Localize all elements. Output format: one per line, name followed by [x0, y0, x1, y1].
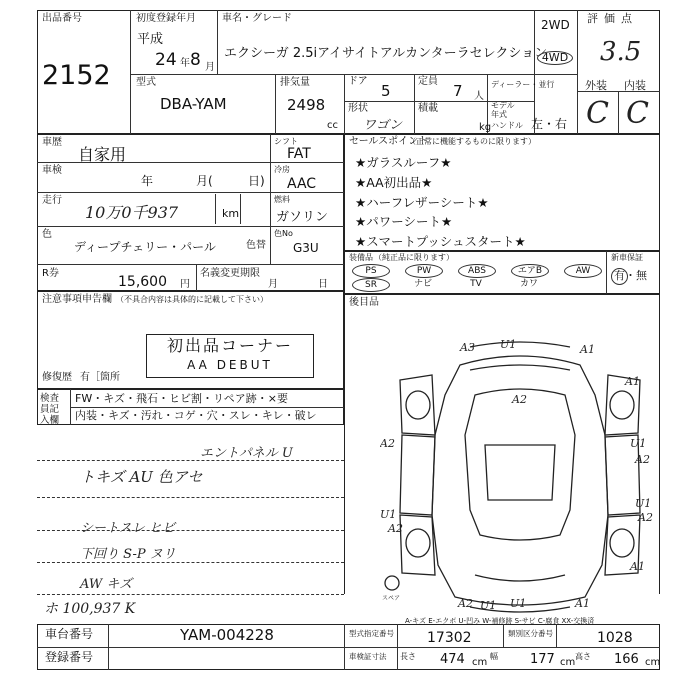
fuel-value: ガソリン: [276, 210, 329, 225]
warranty-circle-mark: [611, 268, 628, 285]
chassis-value: YAM-004228: [180, 626, 274, 644]
sales-point-item: ★スマートプッシュスタート★: [355, 234, 526, 249]
damage-mark: A2: [458, 597, 473, 610]
load-unit: kg: [479, 122, 492, 133]
color-value: ディープチェリー・パール: [74, 240, 216, 254]
mileage-value: 10万0千937: [85, 203, 179, 222]
sales-points-note: （正常に機能するものに限ります）: [408, 137, 536, 146]
shift-value: FAT: [287, 146, 311, 162]
shift-label: シフト: [274, 137, 298, 146]
damage-mark: A1: [575, 597, 590, 610]
history-label: 車歴: [42, 137, 62, 148]
width-unit: cm: [560, 657, 576, 668]
seats-label: 定員: [418, 76, 438, 87]
type-label: 型式: [136, 77, 156, 88]
damage-mark: U1: [630, 437, 647, 450]
damage-mark: U1: [480, 599, 497, 612]
equipment-leather: カワ: [519, 279, 538, 289]
seats-value: 7: [453, 82, 463, 100]
dimensions-label: 車検証寸法: [349, 652, 387, 661]
inspector-row-interior: 内装・キズ・汚れ・コゲ・穴・スレ・キレ・破レ: [75, 409, 317, 422]
sales-point-item: ★ハーフレザーシート★: [355, 195, 489, 210]
inspector-label: 検査員記入欄: [40, 393, 60, 426]
length-label: 長さ: [400, 652, 416, 661]
mileage-unit: km: [222, 207, 240, 220]
ext-value: C: [586, 96, 609, 131]
recycle-unit: 円: [180, 279, 190, 290]
damage-mark: A2: [638, 511, 653, 524]
lot-label: 出品番号: [42, 13, 82, 24]
debut-stamp: [146, 334, 314, 378]
damage-mark: U1: [500, 338, 517, 351]
doors-label: ドア: [348, 76, 368, 87]
colorno-label: 色No: [274, 229, 293, 238]
repair-history-label: 修復歴: [42, 372, 72, 383]
class-value: 1028: [597, 630, 633, 646]
width-label: 幅: [490, 652, 498, 661]
name-change-month: 月: [268, 279, 278, 290]
color-label: 色: [42, 229, 52, 240]
car-damage-diagram: [380, 335, 660, 620]
lot-number: 2152: [42, 60, 111, 91]
repair-history-value: 有［箇所: [80, 372, 120, 383]
handwritten-note: 下回り S-P ヌリ: [80, 547, 176, 562]
recycle-value: 15,600: [118, 274, 167, 290]
equipment-tv: TV: [470, 279, 482, 289]
handle-value: 左・右: [531, 117, 568, 131]
int-value: C: [626, 96, 649, 131]
disp-unit: cc: [327, 120, 338, 131]
handwritten-note: AW キズ: [80, 577, 133, 592]
damage-mark: U1: [380, 508, 397, 521]
equipment-aw: AW: [564, 264, 602, 278]
equipment-note: （純正品に限ります）: [374, 253, 454, 262]
height-unit: cm: [645, 657, 661, 668]
rear-seat-label: 後目品: [349, 297, 379, 308]
doors-value: 5: [381, 82, 391, 100]
damage-mark: U1: [635, 497, 652, 510]
ac-label: 冷房: [274, 165, 290, 174]
ext-label: 外装: [585, 79, 607, 92]
drive-2wd: 2WD: [541, 18, 570, 32]
equipment-pw: PW: [405, 264, 443, 278]
recycle-label: R券: [42, 268, 59, 279]
reg-number-label: 登録番号: [45, 650, 94, 664]
damage-mark: A2: [635, 453, 650, 466]
damage-mark: A1: [580, 343, 595, 356]
height-label: 高さ: [575, 652, 591, 661]
class-label: 類別区分番号: [508, 629, 553, 638]
equipment-ps: PS: [352, 264, 390, 278]
sales-point-item: ★AA初出品★: [355, 175, 433, 190]
sales-points-label: セールスポイント: [349, 136, 429, 147]
disp-value: 2498: [287, 96, 326, 114]
handwritten-note: ホ 100,937 K: [44, 601, 136, 617]
handwritten-note: トキズ AU 色アセ: [80, 468, 203, 486]
spare-label: スペア: [382, 595, 401, 602]
length-unit: cm: [472, 657, 488, 668]
type-num-label: 型式指定番号: [349, 629, 394, 638]
equipment-abs: ABS: [458, 264, 496, 278]
damage-mark: A3: [460, 341, 475, 354]
new-car-warranty-value: 有・無: [614, 269, 647, 282]
handle-label: ハンドル: [491, 121, 523, 130]
reg-label: 初度登録年月: [136, 13, 196, 24]
damage-mark: U1: [510, 597, 527, 610]
reg-year-unit: 年: [180, 58, 190, 69]
equipment-navi: ナビ: [413, 279, 432, 289]
reg-month-unit: 月: [205, 62, 215, 73]
type-num-value: 17302: [427, 630, 472, 646]
chassis-label: 車台番号: [45, 627, 94, 641]
length-value: 474: [440, 652, 465, 667]
shape-label: 形状: [348, 103, 368, 114]
shape-value: ワゴン: [363, 118, 403, 133]
handwritten-note: シートスレ ヒビ: [80, 521, 176, 536]
colorno-value: G3U: [293, 241, 319, 255]
notes-note: （不具合内容は具体的に記載して下さい）: [116, 295, 268, 304]
reg-era: 平成: [137, 32, 164, 47]
sales-point-item: ★パワーシート★: [355, 214, 453, 229]
inspection-month: 月(: [196, 174, 213, 188]
model-year-label: モデル年式: [491, 101, 515, 119]
history-value: 自家用: [78, 145, 127, 164]
damage-mark: A1: [625, 375, 640, 388]
damage-mark: A2: [512, 393, 527, 406]
model-label: 車名・グレード: [222, 13, 292, 24]
damage-mark: A1: [630, 560, 645, 573]
score-label: 評価点: [587, 12, 638, 25]
dealer-label: ディーラー・並行: [491, 80, 555, 89]
debut-stamp-line2: AA DEBUT: [187, 358, 273, 372]
new-car-warranty-label: 新車保証: [611, 253, 643, 262]
height-value: 166: [614, 652, 639, 667]
load-label: 積載: [418, 103, 438, 114]
mileage-label: 走行: [42, 195, 62, 206]
score-value: 3.5: [600, 37, 642, 67]
handwritten-note: エントパネル U: [200, 446, 293, 461]
drive-4wd-circled: 4WD: [537, 51, 573, 65]
debut-stamp-line1: 初出品コーナー: [166, 336, 293, 355]
disp-label: 排気量: [280, 77, 310, 88]
int-label: 内装: [624, 79, 646, 92]
damage-mark: A2: [388, 522, 403, 535]
fuel-label: 燃料: [274, 195, 290, 204]
reg-month: 8: [190, 50, 201, 70]
equipment-airbag: エアB: [511, 264, 549, 278]
name-change-day: 日: [318, 279, 328, 290]
notes-label: 注意事項申告欄: [42, 294, 112, 305]
equipment-label: 装備品: [349, 253, 373, 262]
inspection-year: 年: [141, 174, 154, 188]
width-value: 177: [530, 652, 555, 667]
type-value: DBA-YAM: [160, 95, 227, 113]
sales-point-item: ★ガラスルーフ★: [355, 155, 452, 170]
name-change-label: 名義変更期限: [200, 268, 260, 279]
ac-value: AAC: [287, 176, 317, 192]
damage-mark: A2: [380, 437, 395, 450]
inspector-row-exterior: FW・キズ・飛石・ヒビ割・リペア跡・×要: [75, 392, 288, 405]
seats-unit: 人: [474, 91, 484, 102]
damage-legend: A-キズ E-エクボ U-凹み W-補修跡 S-サビ C-腐食 XX-交換済: [405, 617, 595, 625]
equipment-sr: SR: [352, 278, 390, 292]
color-change-label: 色替: [246, 240, 266, 251]
model-name: エクシーガ 2.5iアイサイトアルカンターラセレクション: [224, 46, 548, 61]
reg-year: 24: [155, 50, 177, 70]
inspection-label: 車検: [42, 165, 62, 176]
inspection-day: 日): [248, 174, 265, 188]
